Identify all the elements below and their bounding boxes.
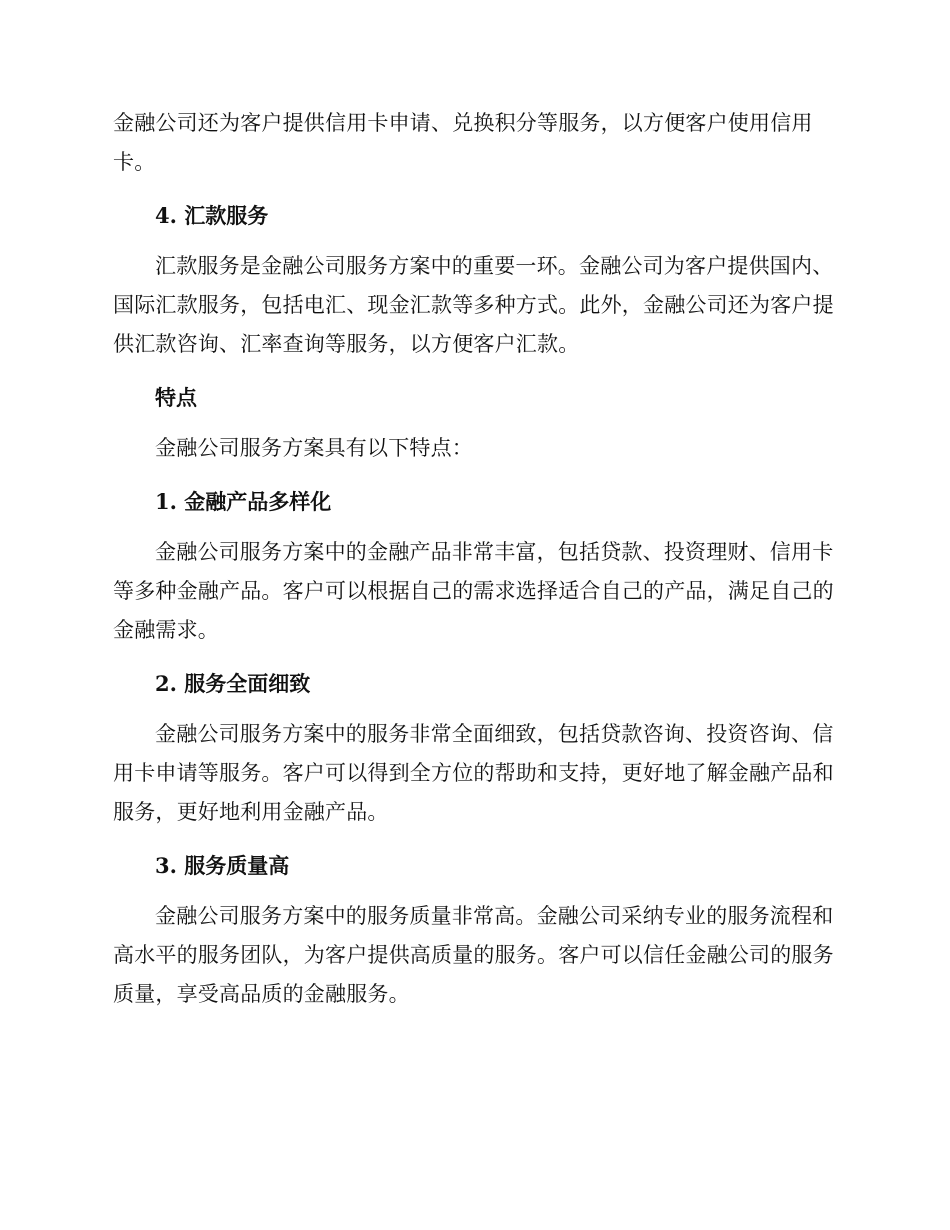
paragraph-feature-diversified-products: 金融公司服务方案中的金融产品非常丰富，包括贷款、投资理财、信用卡等多种金融产品。客户可以根据自己的需求选择适合自己的产品，满足自己的金融需求。 (113, 540, 834, 642)
heading-features: 特点 (155, 385, 197, 410)
paragraph-feature-comprehensive-service: 金融公司服务方案中的服务非常全面细致，包括贷款咨询、投资咨询、信用卡申请等服务。客户可以得到全方位的帮助和支持，更好地了解金融产品和服务，更好地利用金融产品。 (113, 722, 834, 824)
heading-feature-comprehensive-service: 2. 服务全面细致 (155, 671, 311, 696)
paragraph-remittance-services: 汇款服务是金融公司服务方案中的重要一环。金融公司为客户提供国内、国际汇款服务，包括电汇、现金汇款等多种方式。此外，金融公司还为客户提供汇款咨询、汇率查询等服务，以方便客户汇款。 (113, 254, 834, 356)
heading-feature-high-quality: 3. 服务质量高 (155, 853, 290, 878)
paragraph-credit-card-services: 金融公司还为客户提供信用卡申请、兑换积分等服务，以方便客户使用信用卡。 (113, 111, 813, 174)
heading-remittance-services: 4. 汇款服务 (155, 203, 269, 228)
heading-feature-diversified-products: 1. 金融产品多样化 (155, 489, 332, 514)
paragraph-features-intro: 金融公司服务方案具有以下特点： (155, 436, 473, 460)
document-page (113, 104, 835, 1014)
paragraph-feature-high-quality: 金融公司服务方案中的服务质量非常高。金融公司采纳专业的服务流程和高水平的服务团队，为客户提供高质量的服务。客户可以信任金融公司的服务质量，享受高品质的金融服务。 (113, 904, 834, 1006)
